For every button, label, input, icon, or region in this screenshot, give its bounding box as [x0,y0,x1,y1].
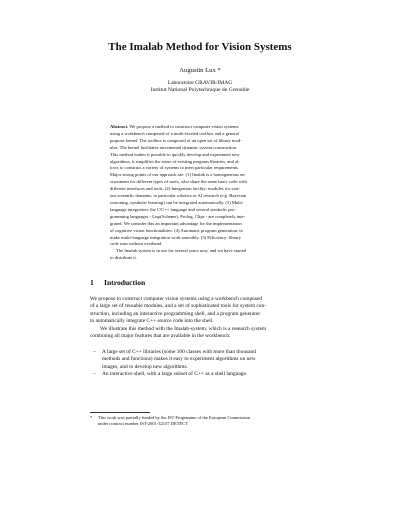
footnote [90,415,318,427]
intro-paragraph-2 [90,326,318,341]
abstract-line: make multi-language integration work smoothly. (5) Efficiency: library [110,234,242,240]
footnote-line: * This work was partially funded by the IST Programme of the European Commission [90,415,251,420]
section-heading [90,278,330,287]
abstract-line: This method makes it possible to quickly develop and experiment new [110,151,240,157]
intro-paragraph-1 [90,296,318,325]
body-line: We illustrate this method with the Imalab-system, which is a research system [100,326,267,332]
body-line: struction, including an interactive programming shell, and a program generator [90,310,261,317]
abstract-line: different interfaces and tools. (2) Integration facility: modules for vari- [110,186,241,192]
list-dash: – [93,349,96,355]
abstract-line: Abstract. We propose a method to construct computer vision systems [110,124,239,129]
footnote-mark: * [90,415,93,420]
feature-list [90,349,318,378]
abstract-line: Major strong points of our approach are: (1) Imalab is a homogeneous en- [110,172,246,178]
body-line: We propose to construct computer vision systems using a workbench composed [90,296,263,302]
abstract-closing-line: to distribute it. [110,255,137,261]
abstract-line: gramming languages - Lisp(Scheme), Prolog, Clips - are completely inte- [110,213,246,219]
author-name: Augustin Lux * [179,67,221,74]
list-item [90,371,318,378]
abstract-block [110,124,298,262]
footnote-line: under contract number IST-2001-32157 DETECT [98,421,188,427]
abstract-line: of cognitive vision functionalities. (4) Automatic program generation, to [110,227,243,233]
list-item-line: An interactive shell, with a large subset of C++ as a shell language. [102,370,248,377]
abstract-line: purpose kernel. The toolbox is composed of an open set of library mod- [110,137,242,143]
abstract-line: ules. The kernel facilitates incremental dynamic system construction. [110,144,238,150]
body-line: of a large set of reusable modules, and a set of sophisticated tools for system con- [90,303,266,310]
section-number: 1 [90,278,94,287]
abstract-closing-line: The Imalab system is in use for several years now, and we have started [116,248,247,254]
body-line: to automatically integrate C++ source code into the shell. [90,317,214,324]
abstract-line: reasoning, symbolic learning) can be integrated automatically. (3) Multi- [110,199,244,205]
abstract-line: ous scientific domains, in particular robotics or AI research (e.g. Bayesian [110,193,247,199]
section-title: Introduction [104,278,146,287]
list-dash: – [93,370,96,377]
abstract-line: using a workbench composed of a multi-faceted toolbox and a general [110,130,240,136]
paper-title: The Imalab Method for Vision Systems [108,41,292,53]
abstract-line: vironment for different types of users, who share the same basic code with [110,179,247,185]
abstract-label: Abstract. [110,124,129,129]
abstract-line: algorithms, it simplifies the reuse of existing program libraries, and al- [110,158,240,164]
affiliation-institute: Institut National Polytechnique de Grenoble [150,87,250,93]
body-line: combining all major features that are available in the workbench: [90,333,231,340]
abstract-line: lows to construct a variety of systems to meet particular requirements. [110,165,239,171]
list-item-line: images, and to develop new algorithms. [102,363,188,370]
abstract-line: grated. We consider this an important advantage for the implementation [110,220,242,226]
footnote-rule [90,412,150,413]
abstract-line: language integration: the C/C++ language and several symbolic pro- [110,206,236,212]
list-item-line: methods and functions) makes it easy to experiment algorithms on new [102,356,256,363]
abstract-line: code runs without overhead. [110,241,163,247]
affiliation-lab: Laboratoire GRAVIR/IMAG [167,80,233,86]
list-item [90,349,318,371]
list-item-line: A large set of C++ libraries (some 100 classes with more than thousand [102,349,256,355]
